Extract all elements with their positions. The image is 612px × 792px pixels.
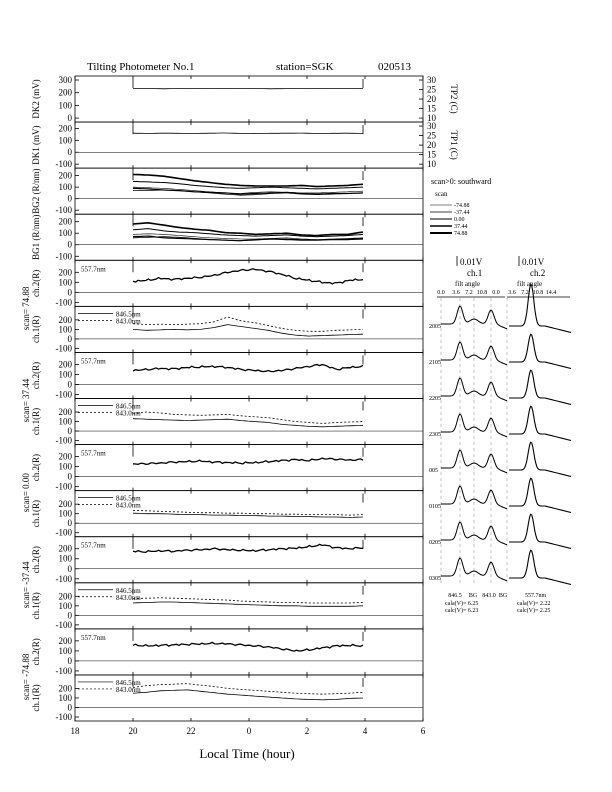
y-tick-label: 100 (58, 135, 72, 146)
y-tick-label: -100 (55, 389, 72, 400)
panel-3 (31, 214, 423, 261)
scan-label: scan= 0.00 (21, 473, 31, 513)
x-axis (71, 726, 426, 736)
right-tick-label: 10 (427, 113, 436, 124)
y-tick-label: 0 (67, 610, 72, 621)
scan-time-label: 005 (429, 468, 438, 474)
filter-tick: 0.0 (437, 290, 445, 296)
y-axis-label: ch.2(R) (31, 361, 41, 390)
y-tick-label: 100 (58, 277, 72, 288)
filter-tick: 10.8 (532, 290, 544, 296)
profile-bottom-label: 557.7nm (525, 593, 547, 599)
legend-label: 846.5nm (116, 310, 141, 319)
legend (430, 177, 491, 237)
y-tick-label: 100 (58, 228, 72, 239)
y-tick-label: -100 (55, 527, 72, 538)
scan-label: scan= -37.44 (21, 561, 31, 609)
ch2-profile (509, 550, 571, 584)
panel-frame (75, 168, 423, 214)
x-tick-label: 22 (186, 726, 196, 736)
right-tick-label: 30 (427, 75, 436, 85)
y-tick-label: 0 (67, 379, 72, 390)
y-tick-label: -100 (55, 619, 72, 630)
scan-time-label: 2305 (429, 432, 441, 438)
y-tick-label: 100 (58, 416, 72, 427)
panel-9 (31, 491, 423, 538)
x-tick-label: 6 (420, 726, 426, 736)
y-tick-label: 100 (58, 100, 72, 111)
y-tick-label: -100 (55, 251, 72, 262)
y-tick-label: -100 (55, 343, 72, 354)
legend-entry: 37.44 (454, 224, 468, 230)
y-tick-label: 200 (58, 87, 72, 98)
right-tick-label: 25 (427, 84, 436, 95)
right-axis-label: TP1 (C) (449, 130, 459, 160)
legend-label: 846.5nm (116, 402, 141, 411)
figure-title-station: station=SGK (276, 61, 334, 73)
profile-bottom-label: BG (468, 593, 478, 599)
cal-ch1-c: calc(V)= 6.23 (445, 608, 479, 614)
scan-label: scan= 37.44 (21, 378, 31, 423)
y-axis-label: DK2 (mV) (31, 79, 41, 119)
panel-frame (75, 214, 423, 260)
y-tick-label: 200 (58, 499, 72, 510)
y-tick-label: -100 (55, 573, 72, 584)
y-tick-label: 200 (58, 451, 72, 462)
legend-label: 843.0nm (116, 685, 141, 694)
legend-title: scan (435, 190, 448, 198)
legend-label: 843.0nm (116, 317, 141, 326)
right-tick-label: 15 (427, 103, 436, 114)
right-tick-label: 25 (427, 130, 436, 141)
ch2-profile (509, 406, 571, 440)
series-line-0 (133, 365, 363, 372)
y-tick-label: -100 (55, 435, 72, 446)
series-line-1 (133, 684, 363, 695)
series-line-0 (133, 642, 363, 651)
y-axis-label: ch.1(R) (31, 407, 41, 436)
y-tick-label: 200 (58, 683, 72, 694)
series-line-0 (133, 325, 363, 337)
scan-label: scan= -74.88 (21, 653, 31, 701)
legend-entry: 0.00 (454, 217, 465, 223)
panel-6 (21, 352, 423, 422)
panel-frame (75, 537, 423, 583)
y-axis-label: BG1 (R/nm) (31, 214, 41, 260)
y-tick-label: 300 (58, 75, 72, 85)
x-tick-label: 2 (304, 726, 310, 736)
y-tick-label: -100 (55, 481, 72, 492)
series-line-0 (133, 175, 363, 187)
series-line-0 (133, 269, 363, 284)
y-tick-label: 0 (67, 333, 72, 344)
scan-label: scan= 74.88 (21, 286, 31, 331)
wavelength-annotation: 557.7nm (81, 357, 106, 366)
y-tick-label: 200 (58, 543, 72, 554)
series-line-1 (133, 412, 363, 423)
y-tick-label: 0 (67, 518, 72, 529)
panel-frame (75, 122, 423, 168)
y-tick-label: 200 (58, 591, 72, 602)
y-axis-label: ch.1(R) (31, 315, 41, 344)
legend-label: 843.0nm (116, 409, 141, 418)
y-axis-label: ch.1(R) (31, 684, 41, 712)
scan-time-label: 0105 (429, 504, 441, 510)
legend-label: 846.5nm (116, 494, 141, 503)
panel-12 (21, 629, 423, 700)
panel-7 (31, 399, 423, 446)
y-tick-label: 0 (67, 113, 72, 124)
profile-bottom-label: 846.5 (448, 593, 462, 599)
y-tick-label: 0 (67, 426, 72, 437)
right-tick-label: 10 (427, 159, 436, 170)
legend-entry: -74.88 (454, 203, 470, 209)
filter-tick: 7.2 (521, 290, 529, 296)
y-tick-label: 100 (58, 369, 72, 380)
ch2-profile (509, 478, 571, 512)
filter-tick: 3.6 (508, 290, 516, 296)
y-axis-label: DK1 (mV) (31, 125, 41, 165)
y-tick-label: 0 (67, 655, 72, 666)
figure-title-instrument: Tilting Photometer No.1 (87, 61, 195, 73)
panel-frame (75, 629, 423, 675)
series-line-0 (133, 458, 363, 464)
y-tick-label: 0 (67, 702, 72, 713)
legend-label: 843.0nm (116, 593, 141, 602)
x-tick-label: 4 (362, 726, 368, 736)
right-tick-label: 15 (427, 149, 436, 160)
panel-frame (75, 260, 423, 306)
panel-stack (21, 75, 459, 722)
cal-ch1-a: cala(V)= 6.25 (445, 601, 479, 607)
y-tick-label: 0 (67, 147, 72, 158)
wavelength-annotation: 557.7nm (81, 541, 106, 550)
series-line-0 (133, 690, 363, 700)
y-tick-label: 200 (58, 216, 72, 227)
y-tick-label: -100 (55, 297, 72, 308)
wavelength-annotation: 557.7nm (81, 449, 106, 458)
scan-time-label: 2205 (429, 396, 441, 402)
series-line-0 (133, 602, 363, 606)
scan-time-label: 2005 (429, 324, 441, 330)
x-tick-label: 18 (70, 726, 80, 736)
filter-tick: 14.4 (545, 290, 557, 296)
y-tick-label: -100 (55, 665, 72, 676)
y-tick-label: 0 (67, 287, 72, 298)
scale-ch2: 0.01V (522, 257, 545, 267)
panel-frame (75, 352, 423, 398)
filter-tick: 10.8 (476, 290, 488, 296)
right-tick-label: 20 (427, 140, 436, 151)
ch2-profile (509, 334, 571, 368)
series-line-0 (133, 544, 363, 552)
panel-frame (75, 445, 423, 491)
profile-bottom-label: 843.0 (482, 593, 496, 599)
y-tick-label: 100 (58, 600, 72, 611)
y-tick-label: 100 (58, 508, 72, 519)
panel-2 (31, 168, 423, 215)
series-line-4 (133, 188, 363, 194)
filter-label-1: filt angle (455, 280, 481, 288)
panel-1 (31, 121, 459, 169)
y-tick-label: 0 (67, 471, 72, 482)
scan-time-label: 2105 (429, 360, 441, 366)
y-tick-label: 100 (58, 182, 72, 193)
y-tick-label: 0 (67, 239, 72, 250)
panel-11 (31, 583, 423, 630)
panel-0 (31, 75, 459, 123)
filter-tick: 7.2 (465, 290, 473, 296)
y-tick-label: 200 (58, 267, 72, 278)
filter-tick: 0.0 (492, 290, 500, 296)
y-tick-label: 100 (58, 692, 72, 703)
wavelength-annotation: 557.7nm (81, 265, 106, 274)
y-tick-label: 200 (58, 123, 72, 134)
y-tick-label: 200 (58, 635, 72, 646)
y-axis-label: ch.1(R) (31, 500, 41, 528)
ch2-profile (509, 370, 571, 404)
series-line-1 (133, 317, 363, 331)
scan-profile-panel (429, 256, 571, 614)
scan-time-label: 0305 (429, 576, 441, 582)
legend-entry: -37.44 (454, 210, 470, 216)
y-tick-label: 100 (58, 461, 72, 472)
legend-entry: 74.88 (454, 231, 468, 237)
right-axis-label: TP2 (C) (449, 84, 459, 114)
cal-ch2-c: calc(V)= 2.25 (517, 608, 551, 614)
scale-ch1: 0.01V (460, 257, 483, 267)
x-axis-label: Local Time (hour) (199, 746, 295, 761)
y-axis-label: ch.2(R) (31, 546, 41, 574)
y-tick-label: 200 (58, 407, 72, 418)
ch2-label: ch.2 (530, 268, 546, 278)
ch1-label: ch.1 (467, 268, 483, 278)
cal-ch2-a: cala(V)= 2.22 (517, 601, 551, 607)
series-line-0 (133, 513, 363, 517)
y-tick-label: 100 (58, 324, 72, 335)
legend-label: 843.0nm (116, 501, 141, 510)
y-tick-label: 100 (58, 645, 72, 656)
panel-5 (31, 306, 423, 353)
series-line-0 (133, 223, 363, 236)
figure-title-date: 020513 (378, 61, 411, 73)
x-tick-label: 0 (246, 726, 252, 736)
legend-note: scan>0: southward (431, 177, 492, 186)
panel-4 (21, 260, 423, 330)
series-line-1 (133, 510, 363, 515)
y-axis-label: ch.1(R) (31, 592, 41, 620)
y-tick-label: 100 (58, 553, 72, 564)
panel-13 (31, 675, 423, 722)
scan-time-label: 0205 (429, 540, 441, 546)
profile-bottom-label: BG (498, 593, 508, 599)
filter-label-2: filt angle (517, 280, 543, 288)
y-tick-label: 200 (58, 359, 72, 370)
wavelength-annotation: 557.7nm (81, 633, 106, 642)
y-tick-label: 0 (67, 193, 72, 204)
y-tick-label: 0 (67, 563, 72, 574)
series-line-0 (133, 133, 363, 134)
right-tick-label: 20 (427, 94, 436, 105)
y-tick-label: 200 (58, 314, 72, 325)
y-tick-label: -100 (55, 159, 72, 170)
y-axis-label: ch.2(R) (31, 269, 41, 297)
y-axis-label: ch.2(R) (31, 638, 41, 666)
filter-tick: 3.6 (452, 290, 460, 296)
y-tick-label: -100 (55, 205, 72, 216)
y-axis-label: BG2 (R/nm) (31, 168, 41, 214)
y-tick-label: -100 (55, 712, 72, 722)
right-tick-label: 30 (427, 121, 436, 132)
ch2-profile (509, 442, 571, 476)
y-tick-label: 200 (58, 170, 72, 181)
ch2-profile (509, 514, 571, 548)
legend-label: 846.5nm (116, 586, 141, 595)
x-tick-label: 20 (128, 726, 138, 736)
panel-10 (21, 537, 423, 608)
legend-label: 846.5nm (116, 678, 141, 687)
y-axis-label: ch.2(R) (31, 453, 41, 482)
panel-frame (75, 76, 423, 122)
